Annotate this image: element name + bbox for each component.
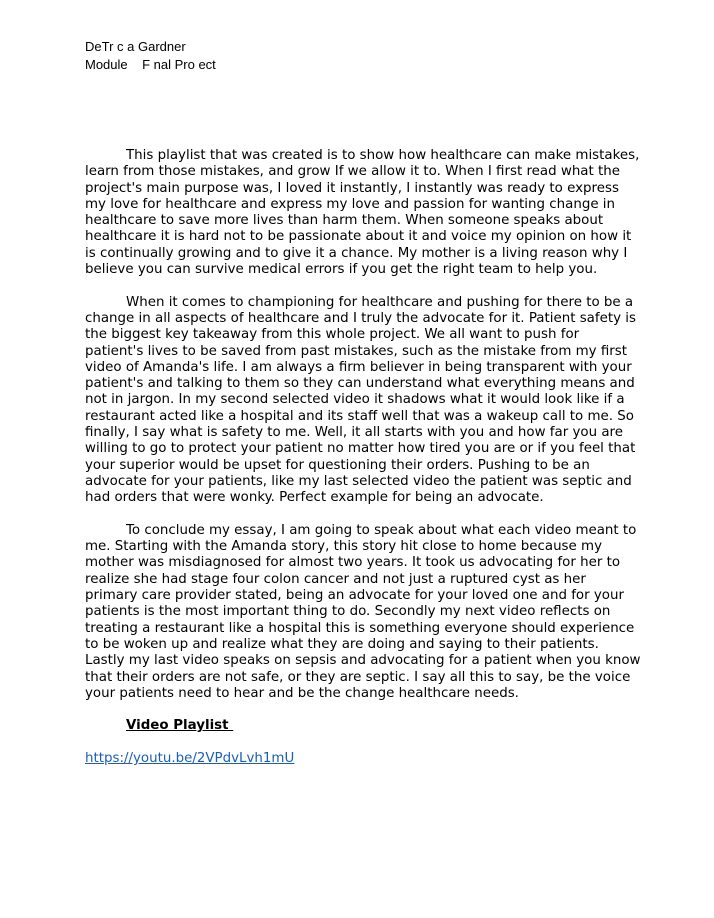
essay-body xyxy=(85,148,641,767)
author-name: DeTr c a Gardner xyxy=(85,39,186,54)
playlist-link[interactable]: https://youtu.be/2VPdvLvh1mU xyxy=(85,750,295,766)
essay-paragraph-1: This playlist that was created is to show how healthcare can make mistakes, learn from those mistakes, and grow If we allow it to. When I first read what the project's main purpose was, I loved it instantly, I instantly was ready to express my love for healthcare and express my love and passion for wanting change in healthcare to save more lives than harm them. When someone speaks about healthcare it is hard not to be passionate about it and voice my opinion on how it is continually growing and to give it a chance. My mother is a living reason why I believe you can survive medical errors if you get the right team to help you. xyxy=(85,148,640,278)
playlist-link-row xyxy=(85,751,641,767)
essay-paragraph-2: When it comes to championing for healthcare and pushing for there to be a change in all aspects of healthcare and I truly the advocate for it. Patient safety is the biggest key takeaway from this whole project. We all want to push for patient's lives to be saved from past mistakes, such as the mistake from my first video of Amanda's life. I am always a firm believer in being transparent with your patient's and talking to them so they can understand what everything means and not in jargon. In my second selected video it shadows what it would look like if a restaurant acted like a hospital and its staff well that was a wakeup call to me. So finally, I say what is safety to me. Well, it all starts with you and how far you are willing to go to protect your patient no matter how tired you are or if you feel that your superior would be upset for questioning their orders. Pushing to be an advocate for your patients, like my last selected video the patient was septic and had orders that were wonky. Perfect example for being an advocate. xyxy=(85,294,636,506)
module-title: Module F nal Pro ect xyxy=(85,57,216,72)
essay-paragraph-3: To conclude my essay, I am going to speak about what each video meant to me. Starting with the Amanda story, this story hit close to home because my mother was misdiagnosed for almost two years. It took us advocating for her to realize she had stage four colon cancer and not just a ruptured cyst as her primary care provider stated, being an advocate for your loved one and for your patients is the most important thing to do. Secondly my next video reflects on treating a restaurant like a hospital this is something everyone should experience to be woken up and realize what they are doing and saying to their patients. Lastly my last video speaks on sepsis and advocating for a patient when you know that their orders are not safe, or they are septic. I say all this to say, be the voice your patients need to hear and be the change healthcare needs. xyxy=(85,522,641,701)
document-header xyxy=(85,38,216,74)
video-playlist-heading: Video Playlist xyxy=(126,718,234,734)
